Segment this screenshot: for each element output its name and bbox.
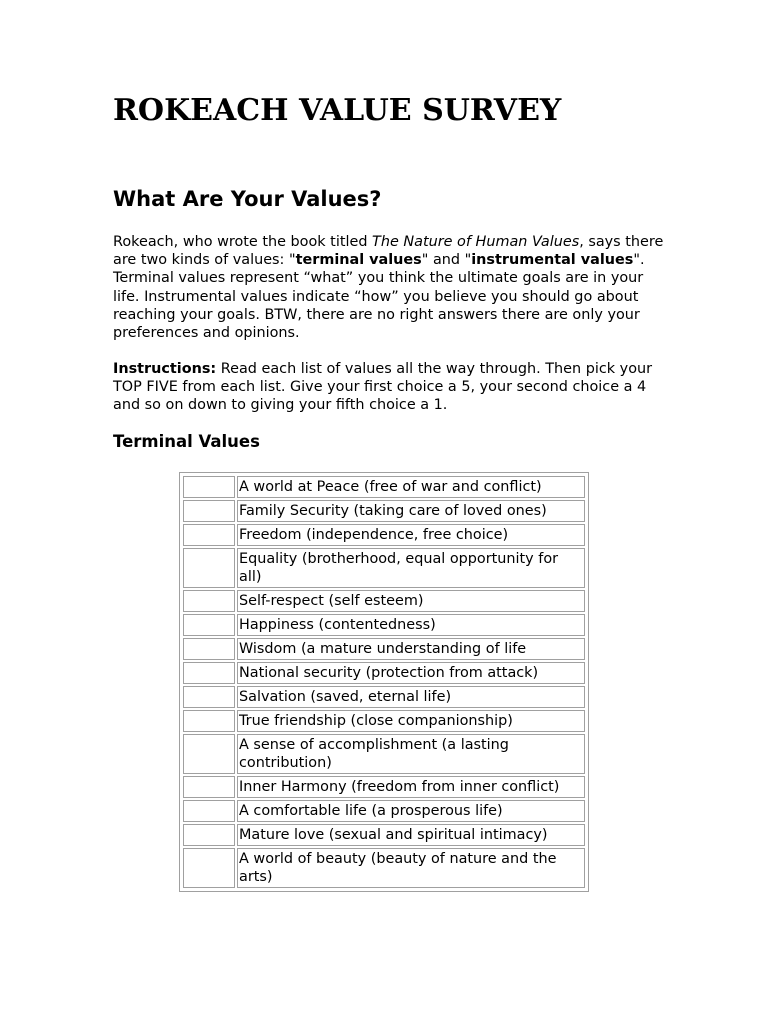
table-row	[183, 614, 585, 636]
terminal-values-body	[183, 476, 585, 888]
table-row	[183, 590, 585, 612]
rank-input-cell[interactable]	[183, 638, 235, 660]
value-label-cell: Mature love (sexual and spiritual intimacy)	[237, 824, 585, 846]
value-label-cell: Equality (brotherhood, equal opportunity for all)	[237, 548, 585, 588]
rank-input-cell[interactable]	[183, 500, 235, 522]
table-row	[183, 734, 585, 774]
term-terminal-values: terminal values	[295, 252, 422, 269]
value-label-cell: True friendship (close companionship)	[237, 710, 585, 732]
table-row	[183, 500, 585, 522]
document-title: ROKEACH VALUE SURVEY	[113, 93, 562, 128]
rank-input-cell[interactable]	[183, 710, 235, 732]
value-label-cell: A world at Peace (free of war and conflict)	[237, 476, 585, 498]
intro-paragraph	[113, 233, 673, 342]
table-row	[183, 800, 585, 822]
instructions-text: Read each list of values all the way through. Then pick your TOP FIVE from each list. Give your first choice a 5, your second choice a 4 and so on down to giving your fifth choice a 1.	[113, 361, 653, 414]
table-row	[183, 524, 585, 546]
table-row	[183, 476, 585, 498]
section-heading: What Are Your Values?	[113, 187, 382, 211]
table-row	[183, 662, 585, 684]
terminal-values-heading: Terminal Values	[113, 432, 260, 451]
value-label-cell: National security (protection from attack)	[237, 662, 585, 684]
value-label-cell: Inner Harmony (freedom from inner conflict)	[237, 776, 585, 798]
term-instrumental-values: instrumental values	[471, 252, 634, 269]
value-label-cell: Self-respect (self esteem)	[237, 590, 585, 612]
value-label-cell: Wisdom (a mature understanding of life	[237, 638, 585, 660]
table-row	[183, 824, 585, 846]
table-row	[183, 776, 585, 798]
table-row	[183, 710, 585, 732]
table-row	[183, 548, 585, 588]
rank-input-cell[interactable]	[183, 524, 235, 546]
intro-text-1: Rokeach, who wrote the book titled	[113, 234, 373, 250]
table-row	[183, 686, 585, 708]
rank-input-cell[interactable]	[183, 662, 235, 684]
terminal-values-table-frame	[179, 472, 589, 892]
rank-input-cell[interactable]	[183, 734, 235, 774]
terminal-values-table	[181, 474, 587, 890]
rank-input-cell[interactable]	[183, 800, 235, 822]
value-label-cell: Freedom (independence, free choice)	[237, 524, 585, 546]
value-label-cell: A world of beauty (beauty of nature and the arts)	[237, 848, 585, 888]
table-row	[183, 848, 585, 888]
rank-input-cell[interactable]	[183, 686, 235, 708]
instructions-paragraph	[113, 360, 673, 415]
book-title: The Nature of Human Values	[372, 234, 580, 250]
intro-text-4: ". Terminal values represent “what” you think the ultimate goals are in your life. Instrumental values indicate “how” you believe you should go about reaching your goals. BTW, there are no right answers there are only your preferences and opinions.	[113, 252, 645, 342]
table-row	[183, 638, 585, 660]
rank-input-cell[interactable]	[183, 590, 235, 612]
value-label-cell: Family Security (taking care of loved ones)	[237, 500, 585, 522]
intro-text-2: , says there are two kinds of values: "	[113, 234, 664, 269]
value-label-cell: A sense of accomplishment (a lasting contribution)	[237, 734, 585, 774]
rank-input-cell[interactable]	[183, 548, 235, 588]
rank-input-cell[interactable]	[183, 824, 235, 846]
rank-input-cell[interactable]	[183, 614, 235, 636]
rank-input-cell[interactable]	[183, 476, 235, 498]
value-label-cell: Salvation (saved, eternal life)	[237, 686, 585, 708]
rank-input-cell[interactable]	[183, 848, 235, 888]
rank-input-cell[interactable]	[183, 776, 235, 798]
value-label-cell: Happiness (contentedness)	[237, 614, 585, 636]
instructions-label: Instructions:	[113, 361, 217, 377]
value-label-cell: A comfortable life (a prosperous life)	[237, 800, 585, 822]
intro-text-3: " and "	[421, 252, 472, 269]
